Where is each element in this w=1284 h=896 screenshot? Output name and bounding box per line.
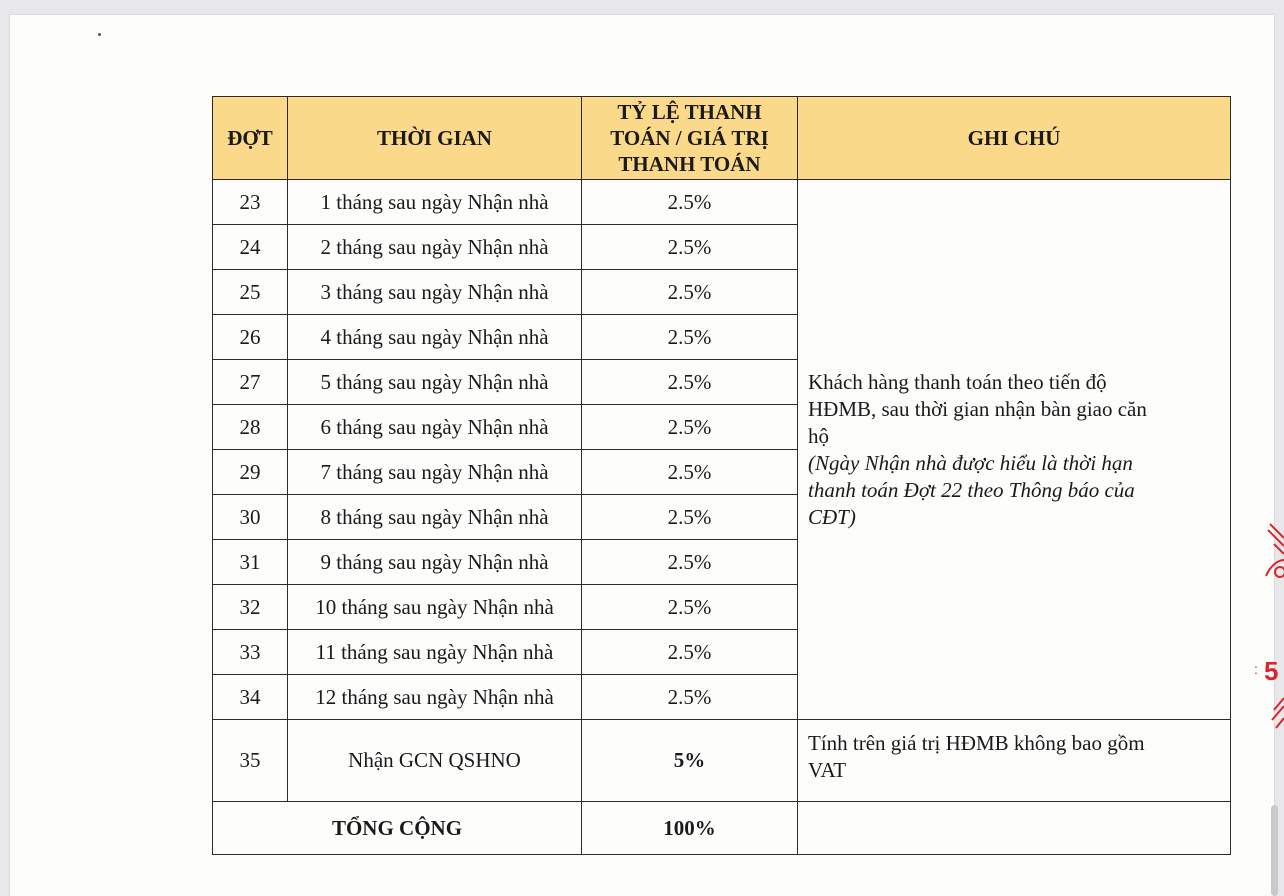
- group-note-italic1: (Ngày Nhận nhà được hiểu là thời hạn: [808, 450, 1133, 475]
- header-thoi-gian: THỜI GIAN: [288, 97, 582, 180]
- row-rate: 2.5%: [582, 180, 798, 225]
- svg-text::: :: [1254, 661, 1258, 677]
- row-rate: 2.5%: [582, 270, 798, 315]
- header-ty-le-line1: TỶ LỆ THANH: [617, 100, 762, 124]
- row-time: 9 tháng sau ngày Nhận nhà: [288, 540, 582, 585]
- row-time: 6 tháng sau ngày Nhận nhà: [288, 405, 582, 450]
- header-ty-le-line3: THANH TOÁN: [618, 152, 761, 176]
- row-35-rate: 5%: [582, 720, 798, 802]
- row-time: 7 tháng sau ngày Nhận nhà: [288, 450, 582, 495]
- row-dot: 30: [213, 495, 288, 540]
- group-note-line1: Khách hàng thanh toán theo tiến độ: [808, 369, 1107, 394]
- row-time: 11 tháng sau ngày Nhận nhà: [288, 630, 582, 675]
- header-ghi-chu: GHI CHÚ: [798, 97, 1231, 180]
- row-rate: 2.5%: [582, 450, 798, 495]
- row-rate: 2.5%: [582, 225, 798, 270]
- row-time: 2 tháng sau ngày Nhận nhà: [288, 225, 582, 270]
- total-note: [798, 802, 1231, 855]
- row-rate: 2.5%: [582, 540, 798, 585]
- row-rate: 2.5%: [582, 585, 798, 630]
- row-35-dot: 35: [213, 720, 288, 802]
- row-35-note-line1: Tính trên giá trị HĐMB không bao gồm: [808, 731, 1145, 755]
- row-rate: 2.5%: [582, 315, 798, 360]
- total-label: TỔNG CỘNG: [213, 802, 582, 855]
- group-note-cell: [798, 180, 1231, 720]
- row-time: 8 tháng sau ngày Nhận nhà: [288, 495, 582, 540]
- row-dot: 29: [213, 450, 288, 495]
- row-dot: 33: [213, 630, 288, 675]
- row-dot: 25: [213, 270, 288, 315]
- total-rate: 100%: [582, 802, 798, 855]
- row-time: 3 tháng sau ngày Nhận nhà: [288, 270, 582, 315]
- row-time: 1 tháng sau ngày Nhận nhà: [288, 180, 582, 225]
- scrollbar-thumb[interactable]: [1271, 805, 1278, 896]
- header-row: [213, 97, 1231, 180]
- group-note-line2: HĐMB, sau thời gian nhận bàn giao căn: [808, 396, 1147, 421]
- row-dot: 28: [213, 405, 288, 450]
- row-dot: 27: [213, 360, 288, 405]
- group-note-line3: hộ: [808, 423, 829, 448]
- red-seal-stamp: [1244, 520, 1284, 750]
- row-rate: 2.5%: [582, 405, 798, 450]
- row-time: 4 tháng sau ngày Nhận nhà: [288, 315, 582, 360]
- row-35-time: Nhận GCN QSHNO: [288, 720, 582, 802]
- total-row: [213, 802, 1231, 855]
- row-rate: 2.5%: [582, 495, 798, 540]
- row-rate: 2.5%: [582, 675, 798, 720]
- row-dot: 32: [213, 585, 288, 630]
- header-ty-le: [582, 97, 798, 180]
- paper-speck: [98, 33, 101, 36]
- row-dot: 34: [213, 675, 288, 720]
- group-note-italic3: CĐT): [808, 504, 856, 529]
- row-35-note-line2: VAT: [808, 758, 847, 782]
- row-rate: 2.5%: [582, 360, 798, 405]
- table-row-35: [213, 720, 1231, 802]
- row-rate: 2.5%: [582, 630, 798, 675]
- row-35-note: [798, 720, 1231, 802]
- table-row: [213, 180, 1231, 225]
- row-dot: 24: [213, 225, 288, 270]
- row-dot: 26: [213, 315, 288, 360]
- header-ty-le-line2: TOÁN / GIÁ TRỊ: [610, 126, 769, 150]
- row-time: 5 tháng sau ngày Nhận nhà: [288, 360, 582, 405]
- row-time: 12 tháng sau ngày Nhận nhà: [288, 675, 582, 720]
- stamp-digit: 5: [1264, 656, 1279, 686]
- group-note-italic2: thanh toán Đợt 22 theo Thông báo của: [808, 477, 1135, 502]
- row-time: 10 tháng sau ngày Nhận nhà: [288, 585, 582, 630]
- row-dot: 31: [213, 540, 288, 585]
- header-dot: ĐỢT: [213, 97, 288, 180]
- payment-schedule-table: [212, 96, 1231, 855]
- row-dot: 23: [213, 180, 288, 225]
